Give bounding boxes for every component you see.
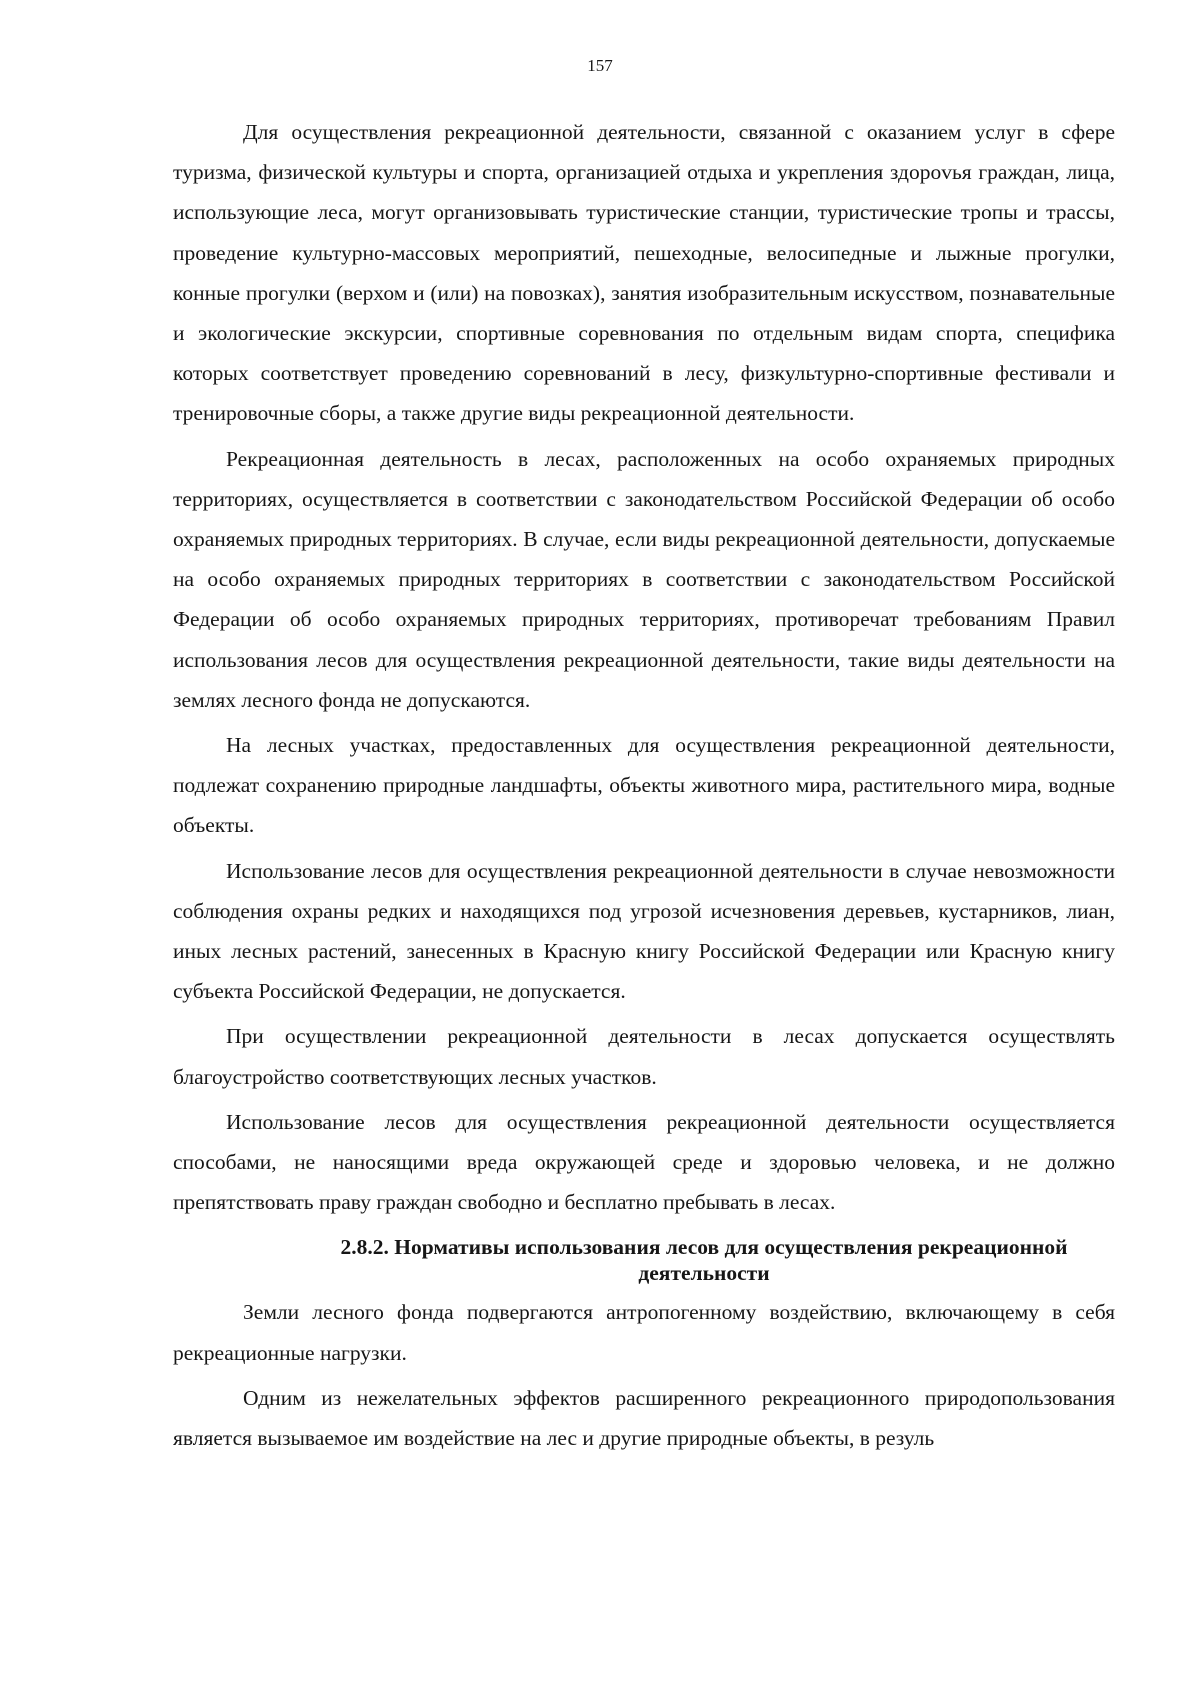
paragraph-anthropogenic-impact: Земли лесного фонда подвергаются антропогенному воздействию, включающему в себя рекреационные нагрузки. [173, 1300, 1115, 1365]
section-heading-line-1: 2.8.2. Нормативы использования лесов для осуществления рекреационной [340, 1235, 1068, 1260]
section-heading-line-2: деятельности [638, 1261, 770, 1286]
section-heading [173, 1234, 1115, 1286]
paragraph-landscape-preservation: На лесных участках, предоставленных для осуществления рекреационной деятельности, подлежат сохранению природные ландшафты, объекты животного мира, растительного мира, водные объекты. [173, 733, 1115, 838]
paragraph-rare-plants: Использование лесов для осуществления рекреационной деятельности в случае невозможности соблюдения охраны редких и находящихся под угрозой исчезновения деревьев, кустарников, лиан, иных лесных растений, занесенных в Красную книгу Российской Федерации или Красную книгу субъекта Российской Федерации, не допускается. [173, 858, 1115, 1004]
paragraph-recreation-activities: Для осуществления рекреационной деятельности, связанной с оказанием услуг в сфере туризма, физической культуры и спорта, организацией отдыха и укрепления здороvья граждан, лица, использующие леса, могут организовывать туристические станции, туристические тропы и трассы, проведение культурно-массовых мероприятий, пешеходные, велосипедные и лыжные прогулки, конные прогулки (верхом и (или) на повозках), занятия изобразительным искусством, познавательные и экологические экскурсии, спортивные соревнования по отдельным видам спорта, специфика которых соответствует проведению соревнований в лесу, физкультурно-спортивные фестивали и тренировочные сборы, а также другие виды рекреационной деятельности. [173, 120, 1115, 426]
paragraph-protected-areas: Рекреационная деятельность в лесах, расположенных на особо охраняемых природных территориях, осуществляется в соответствии с законодательством Российской Федерации об особо охраняемых природных территориях. В случае, если виды рекреационной деятельности, допускаемые на особо охраняемых природных территориях в соответствии с законодательством Российской Федерации об особо охраняемых природных территориях, противоречат требованиям Правил использования лесов для осуществления рекреационной деятельности, такие виды деятельности на землях лесного фонда не допускаются. [173, 446, 1115, 712]
document-body [173, 112, 1115, 1463]
paragraph-undesirable-effects: Одним из нежелательных эффектов расширенного рекреационного природопользования является вызываемое им воздействие на лес и другие природные объекты, в резуль [173, 1385, 1115, 1451]
page-number: 157 [587, 56, 613, 75]
paragraph-landscaping: При осуществлении рекреационной деятельности в лесах допускается осуществлять благоустройство соответствующих лесных участков. [173, 1024, 1115, 1089]
paragraph-harmless-methods: Использование лесов для осуществления рекреационной деятельности осуществляется способами, не наносящими вреда окружающей среде и здоровью человека, и не должно препятствовать праву граждан свободно и бесплатно пребывать в лесах. [173, 1109, 1115, 1215]
